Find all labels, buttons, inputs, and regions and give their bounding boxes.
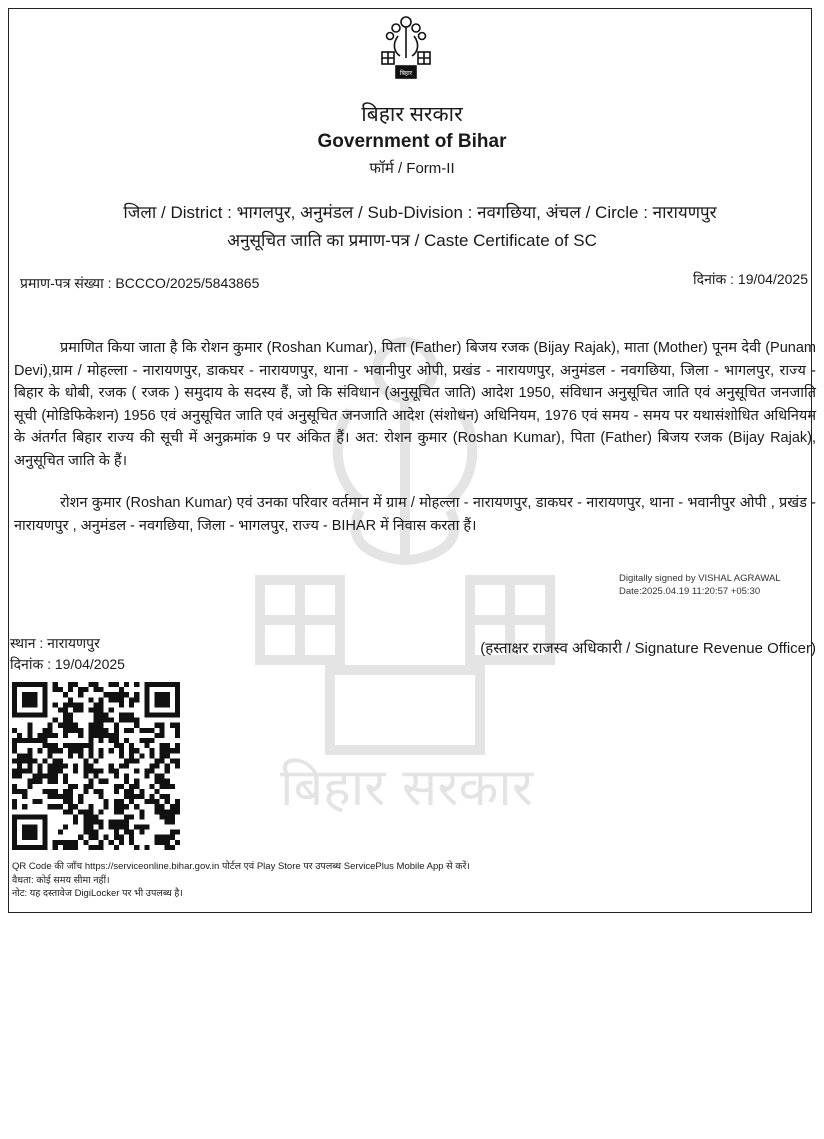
notes-block	[12, 860, 470, 901]
certificate-paragraph-1	[14, 337, 816, 472]
validity-note: वैधता: कोई समय सीमा नहीं।	[12, 874, 110, 886]
place-date-block	[10, 633, 125, 675]
paragraph-2-text: रोशन कुमार (Roshan Kumar) एवं उनका परिवार वर्तमान में ग्राम / मोहल्ला - नारायणपुर, डाकघर - नारायणपुर, थाना - भवानीपुर ओपी , प्रखंड - नारायणपुर , अनुमंडल - नवगछिया, जिला - भागलपुर, राज्य - BIHAR में निवास करता हैं।	[14, 495, 816, 534]
certificate-number: प्रमाण-पत्र संख्या : BCCCO/2025/5843865	[20, 275, 260, 291]
digilocker-note: नोट: यह दस्तावेज DigiLocker पर भी उपलब्ध है।	[12, 888, 183, 899]
watermark-text: बिहार सरकार	[280, 758, 534, 818]
digital-signature-signer: Digitally signed by VISHAL AGRAWAL	[619, 573, 781, 584]
header-state-english: Government of Bihar	[317, 131, 507, 152]
digital-signature-block	[619, 572, 781, 598]
qr-code-icon	[12, 682, 180, 850]
place-label: स्थान : नारायणपुर	[10, 635, 100, 651]
bihar-emblem-logo	[376, 14, 436, 82]
certificate-title: अनुसूचित जाति का प्रमाण-पत्र / Caste Certificate of SC	[227, 231, 597, 250]
qr-code	[12, 682, 180, 850]
location-line: जिला / District : भागलपुर, अनुमंडल / Sub-Division : नवगछिया, अंचल / Circle : नारायणपुर	[123, 203, 717, 222]
qr-verification-note: QR Code की जाँच https://serviceonline.bihar.gov.in पोर्टल एवं Play Store पर उपलब्ध ServicePlus Mobile App से करें।	[12, 861, 471, 872]
certificate-paragraph-2	[14, 492, 816, 537]
form-label: फॉर्म / Form-II	[369, 160, 455, 177]
bihar-emblem-icon	[376, 14, 436, 82]
issue-date-label: दिनांक : 19/04/2025	[10, 656, 125, 672]
certificate-date: दिनांक : 19/04/2025	[693, 271, 808, 287]
digital-signature-date: Date:2025.04.19 11:20:57 +05:30	[619, 586, 761, 597]
paragraph-1-text: प्रमाणित किया जाता है कि रोशन कुमार (Roshan Kumar), पिता (Father) बिजय रजक (Bijay Rajak), माता (Mother) पूनम देवी (Punam Devi),ग्राम / मोहल्ला - नारायणपुर, डाकघर - नारायणपुर, थाना - भवानीपुर ओपी, प्रखंड - नारायणपुर, अनुमंडल - नवगछिया, जिला - भागलपुर, राज्य - बिहार के धोबी, रजक ( रजक ) समुदाय के सदस्य हैं, जो कि संविधान (अनुसूचित जाति) आदेश 1950, संविधान अनुसूचित जाति एवं अनुसूचित जनजाति सूची (मोडिफिकेशन) 1956 एवं अनुसूचित जाति एवं अनुसूचित जनजाति आदेश (संशोधन) अधिनियम, 1976 एवं समय - समय पर यथासंशोधित अधिनियम के अंतर्गत बिहार राज्य की सूची में अनुक्रमांक 9 पर अंकित हैं। अत: रोशन कुमार (Roshan Kumar), पिता (Father) बिजय रजक (Bijay Rajak), अनुसूचित जाति के हैं।	[14, 340, 816, 469]
header-state-hindi: बिहार सरकार	[361, 103, 463, 126]
emblem-label: बिहार	[399, 70, 413, 77]
signature-label: (हस्ताक्षर राजस्व अधिकारी / Signature Revenue Officer)	[480, 640, 816, 657]
